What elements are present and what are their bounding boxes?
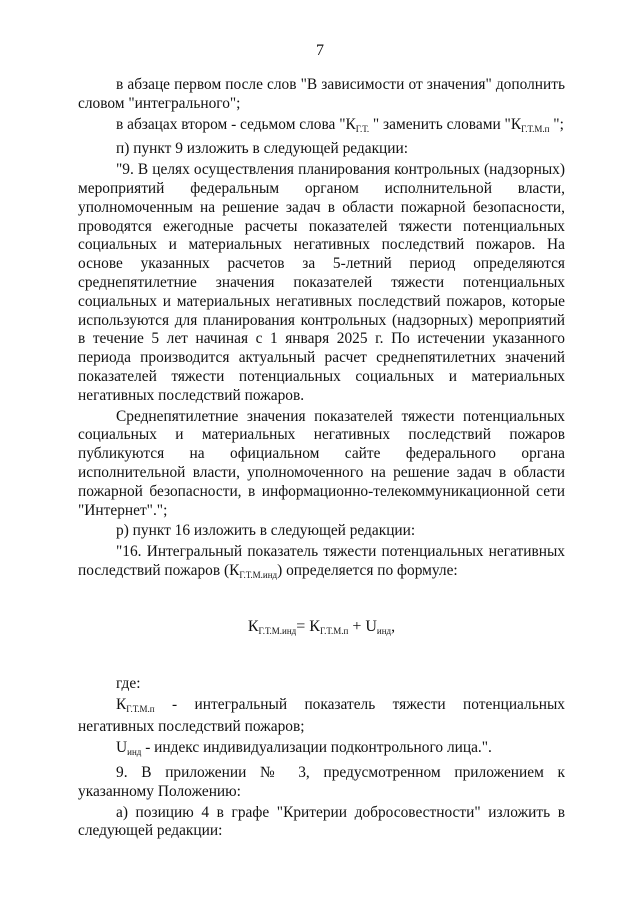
paragraph-abzac-second-seventh: в абзацах втором - седьмом слова "$К_{Г.Т.}$ " заменить словами "$К_{Г.Т.М.п}$ "; [116,115,564,134]
symbol-k: К [510,115,522,133]
subscript: Г.Т. [355,123,370,134]
symbol-k: К [229,561,240,579]
subscript: Г.Т.М.п [521,123,550,134]
definition-k: $К_{Г.Т.М.п}$ - интегральный показатель тяжести потенциальных негативных последствий пожаров; [78,695,565,736]
paragraph-point-16: "16. Интегральный показатель тяжести потенциальных негативных последствий пожаров $(К_{Г.Т.М.инд})$ определяется по формуле: [78,543,565,580]
paragraph-point-9-intro: п) пункт 9 изложить в следующей редакции: [116,140,409,158]
page-number: 7 [316,42,324,59]
document-body [78,76,565,841]
symbol-k: К [345,115,356,133]
subscript: инд [376,625,392,636]
paragraph-where: где: [116,674,141,692]
subscript: инд [127,747,142,758]
paragraph-point-16-intro: р) пункт 16 изложить в следующей редакции: [116,522,416,540]
paragraph-appendix-3: 9. В приложении № 3, предусмотренном приложением к указанному Положению: [78,763,565,800]
symbol-u: U [365,617,377,635]
plus-sign: + [352,617,362,635]
symbol-u: U [116,739,128,757]
symbol-k: К [116,695,127,713]
subscript: Г.Т.М.п [319,625,349,636]
symbol-k: К [309,617,320,635]
definition-u: $U_{инд}$ - индекс индивидуализации подконтрольного лица.". [116,739,492,758]
paragraph-point-9: "9. В целях осуществления планирования контрольных (надзорных) мероприятий федеральным органом исполнительной власти, уполномоченным на решение задач в области пожарной безопасности, проводятся ежегодные расчеты показателей тяжести потенциальных социальных и материальных негативных последствий пожаров. На основе указанных расчетов за 5-летний период определяются среднепятилетние значения показателей тяжести потенциальных социальных и материальных негативных последствий пожаров, которые используются для планирования контрольных (надзорных) мероприятий в течение 5 лет начиная с 1 января 2025 г. По истечении указанного периода производится актуальный расчет среднепятилетних значений показателей тяжести потенциальных социальных и материальных негативных последствий пожаров. [78,161,565,404]
equals-sign: = [296,617,306,635]
paragraph-abzac-first: в абзаце первом после слов "В зависимости от значения" дополнить словом "интегрального"; [78,76,565,112]
paragraph-average-values: Среднепятилетние значения показателей тяжести потенциальных социальных и материальных негативных последствий пожаров публикуются на официальном сайте федерального органа исполнительной власти, уполномоченного на решение задач в области пожарной безопасности, в информационно-телекоммуникационной сети "Интернет"."; [78,407,565,519]
subscript: Г.Т.М.инд [258,625,297,636]
subscript: Г.Т.М.инд [239,569,278,580]
symbol-k: К [247,617,259,635]
paragraph-position-4: а) позицию 4 в графе "Критерии добросовестности" изложить в следующей редакции: [78,803,565,840]
formula: $К_{Г.Т.М.инд}= К_{Г.Т.М.п} + U_{инд}$, [247,617,396,636]
subscript: Г.Т.М.п [126,703,155,714]
